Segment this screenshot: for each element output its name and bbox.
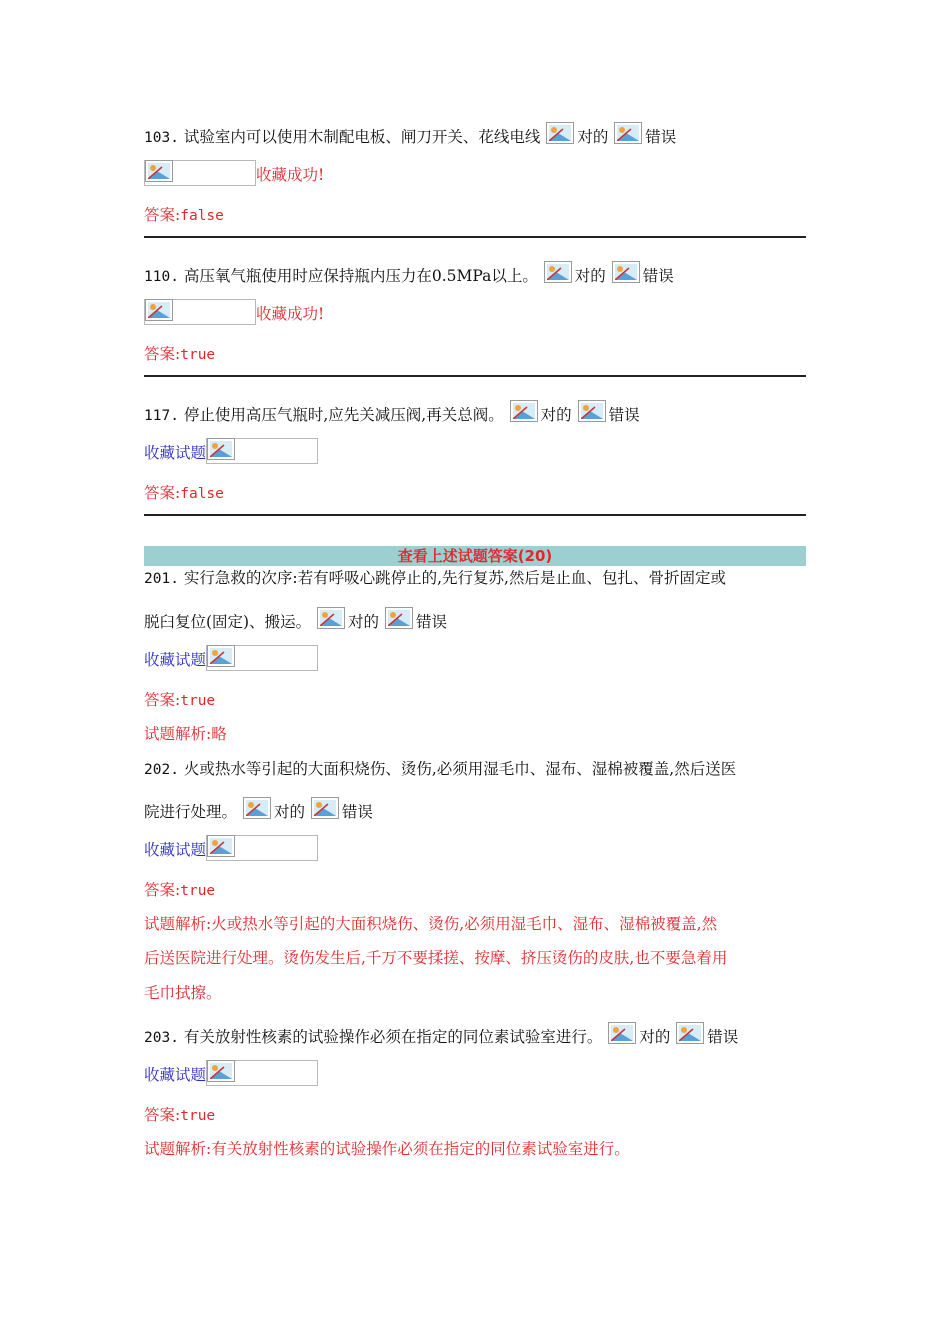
- broken-image-icon[interactable]: [676, 1022, 704, 1044]
- answer-label: 答案:: [144, 1106, 181, 1124]
- analysis-row-cont: [144, 946, 727, 968]
- option-true-label[interactable]: 对的: [639, 1028, 671, 1046]
- favorite-link[interactable]: 收藏试题: [144, 1066, 207, 1084]
- answer-row: [144, 342, 215, 364]
- analysis-label: 试题解析:: [144, 915, 212, 933]
- favorite-image-field[interactable]: [206, 835, 318, 861]
- option-false-label[interactable]: 错误: [416, 613, 448, 631]
- answer-label: 答案:: [144, 691, 181, 709]
- option-false-label[interactable]: 错误: [642, 267, 674, 285]
- analysis-label: 试题解析:: [144, 725, 212, 743]
- question-number: 203.: [144, 1030, 179, 1046]
- option-false-label[interactable]: 错误: [707, 1028, 739, 1046]
- analysis-text: 略: [211, 725, 227, 743]
- favorite-link[interactable]: 收藏试题: [144, 841, 207, 859]
- question-number: 201.: [144, 571, 179, 587]
- question-text: 脱臼复位(固定)、搬运。: [144, 613, 312, 631]
- question-number: 202.: [144, 762, 179, 778]
- view-answers-banner[interactable]: 查看上述试题答案(20): [144, 546, 806, 566]
- analysis-label: 试题解析:: [144, 1140, 212, 1158]
- question-number: 117.: [144, 408, 179, 424]
- answer-value: true: [180, 1108, 216, 1124]
- question-number: 103.: [144, 130, 179, 146]
- question-text: 停止使用高压气瓶时,应先关减压阀,再关总阀。: [183, 406, 504, 424]
- option-true-label[interactable]: 对的: [577, 128, 609, 146]
- broken-image-icon: [145, 160, 173, 182]
- broken-image-icon: [207, 645, 235, 667]
- answer-row: [144, 688, 215, 710]
- question-201: [144, 566, 726, 588]
- answer-label: 答案:: [144, 484, 181, 502]
- broken-image-icon: [145, 299, 173, 321]
- favorite-row: [144, 299, 324, 325]
- broken-image-icon[interactable]: [546, 122, 574, 144]
- option-true-label[interactable]: 对的: [574, 267, 606, 285]
- divider: [144, 375, 806, 377]
- question-202-cont: [144, 797, 373, 822]
- favorite-row: [144, 835, 318, 861]
- question-203: [144, 1022, 738, 1047]
- question-text: 火或热水等引起的大面积烧伤、烫伤,必须用湿毛巾、湿布、湿棉被覆盖,然后送医: [183, 760, 737, 778]
- favorite-row: [144, 438, 318, 464]
- favorite-link[interactable]: 收藏试题: [144, 651, 207, 669]
- broken-image-icon[interactable]: [510, 400, 538, 422]
- answer-label: 答案:: [144, 206, 181, 224]
- option-true-label[interactable]: 对的: [273, 803, 305, 821]
- broken-image-icon[interactable]: [544, 261, 572, 283]
- question-number: 110.: [144, 269, 179, 285]
- broken-image-icon: [207, 835, 235, 857]
- broken-image-icon[interactable]: [608, 1022, 636, 1044]
- answer-label: 答案:: [144, 881, 181, 899]
- answer-row: [144, 481, 224, 503]
- question-text: 试验室内可以使用木制配电板、闸刀开关、花线电线: [183, 128, 541, 146]
- answer-row: [144, 1103, 215, 1125]
- question-201-cont: [144, 607, 447, 632]
- answer-value: false: [180, 486, 224, 502]
- favorite-image-field[interactable]: [206, 438, 318, 464]
- analysis-row: [144, 912, 717, 934]
- broken-image-icon: [207, 438, 235, 460]
- favorite-status: 收藏成功!: [256, 166, 325, 184]
- question-text: 有关放射性核素的试验操作必须在指定的同位素试验室进行。: [183, 1028, 603, 1046]
- broken-image-icon[interactable]: [578, 400, 606, 422]
- favorite-row: [144, 645, 318, 671]
- favorite-image-field[interactable]: [144, 299, 256, 325]
- favorite-image-field[interactable]: [144, 160, 256, 186]
- question-110: [144, 261, 674, 286]
- question-117: [144, 400, 640, 425]
- favorite-link[interactable]: 收藏试题: [144, 444, 207, 462]
- analysis-text: 火或热水等引起的大面积烧伤、烫伤,必须用湿毛巾、湿布、湿棉被覆盖,然: [211, 915, 718, 933]
- broken-image-icon: [207, 1060, 235, 1082]
- divider: [144, 236, 806, 238]
- favorite-row: [144, 160, 324, 186]
- option-false-label[interactable]: 错误: [341, 803, 373, 821]
- broken-image-icon[interactable]: [614, 122, 642, 144]
- answer-value: true: [180, 347, 216, 363]
- broken-image-icon[interactable]: [612, 261, 640, 283]
- answer-value: true: [180, 883, 216, 899]
- analysis-text: 后送医院进行处理。烫伤发生后,千万不要揉搓、按摩、挤压烫伤的皮肤,也不要急着用: [144, 949, 728, 967]
- favorite-row: [144, 1060, 318, 1086]
- analysis-row-cont: [144, 981, 222, 1003]
- option-false-label[interactable]: 错误: [645, 128, 677, 146]
- broken-image-icon[interactable]: [243, 797, 271, 819]
- analysis-row: [144, 722, 227, 744]
- broken-image-icon[interactable]: [317, 607, 345, 629]
- answer-label: 答案:: [144, 345, 181, 363]
- favorite-status: 收藏成功!: [256, 305, 325, 323]
- question-text: 高压氧气瓶使用时应保持瓶内压力在0.5MPa以上。: [183, 267, 538, 285]
- answer-value: false: [180, 208, 224, 224]
- question-text: 实行急救的次序:若有呼吸心跳停止的,先行复苏,然后是止血、包扎、骨折固定或: [183, 569, 726, 587]
- option-true-label[interactable]: 对的: [348, 613, 380, 631]
- broken-image-icon[interactable]: [311, 797, 339, 819]
- question-text: 院进行处理。: [144, 803, 238, 821]
- answer-row: [144, 878, 215, 900]
- favorite-image-field[interactable]: [206, 645, 318, 671]
- answer-value: true: [180, 693, 216, 709]
- answer-row: [144, 203, 224, 225]
- option-false-label[interactable]: 错误: [608, 406, 640, 424]
- analysis-text: 有关放射性核素的试验操作必须在指定的同位素试验室进行。: [211, 1140, 630, 1158]
- favorite-image-field[interactable]: [206, 1060, 318, 1086]
- option-true-label[interactable]: 对的: [540, 406, 572, 424]
- divider: [144, 514, 806, 516]
- analysis-row: [144, 1137, 630, 1159]
- analysis-text: 毛巾拭擦。: [144, 984, 222, 1002]
- broken-image-icon[interactable]: [385, 607, 413, 629]
- question-202: [144, 757, 736, 779]
- question-103: [144, 122, 676, 147]
